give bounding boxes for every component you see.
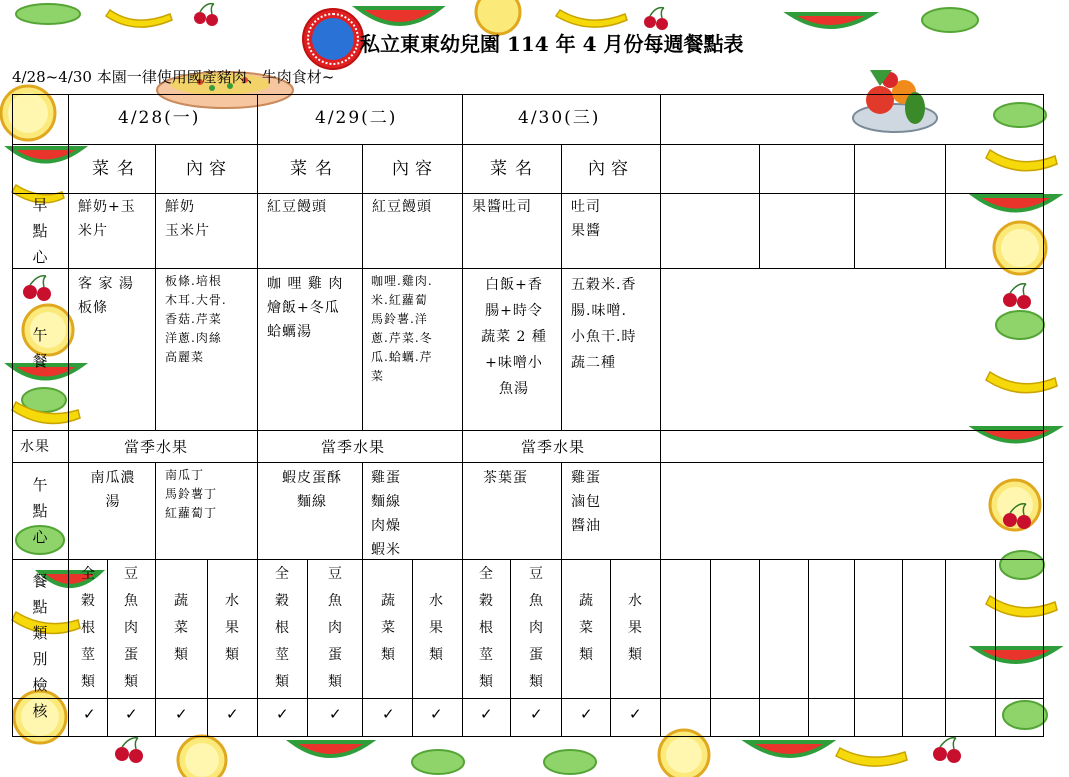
content-header: 內容 [588,159,634,179]
category-fruit-tue: 水 果 類 [429,593,443,663]
category-grains-mon: 全 穀 根 莖 類 [81,566,95,690]
lunch-dish-mon: 客 家 湯 板條 [78,276,134,316]
fruit-mon: 當季水果 [124,438,189,456]
breakfast-dish-tue: 紅豆饅頭 [267,199,327,215]
breakfast-dish-wed: 果醬吐司 [472,199,532,215]
lunch-content-wed: 五穀米.香 腸.味噌. 小魚干.時 蔬二種 [571,277,637,371]
dish-header: 菜名 [92,159,142,179]
breakfast-content-mon: 鮮奶 玉米片 [165,199,210,239]
check-mark: ✓ [580,705,593,723]
category-fruit-mon: 水 果 類 [225,593,239,663]
breakfast-content-tue: 紅豆饅頭 [372,199,432,215]
check-mark: ✓ [83,705,96,723]
day-header-wed: 4/30(三) [518,108,601,128]
category-vegetable-mon: 蔬 菜 類 [174,593,188,663]
row-label-fruit: 水果 [20,439,50,455]
check-mark: ✓ [382,705,395,723]
row-label-check: 餐 點 類 別 檢 核 [32,572,48,720]
meat-origin-notice: 4/28~4/30 本園一律使用國產豬肉、牛肉食材~ [12,68,335,86]
lunch-dish-tue: 咖 哩 雞 肉 燴飯+冬瓜 蛤蠣湯 [267,276,344,340]
dish-header: 菜名 [490,159,540,179]
school-logo [302,8,364,70]
row-label-breakfast: 早 點 心 [32,196,48,266]
row-label-lunch: 午 餐 [32,326,48,370]
afternoon-content-tue: 雞蛋 麵線 肉燥 蝦米 [371,470,401,558]
check-mark: ✓ [175,705,188,723]
category-protein-tue: 豆 魚 肉 蛋 類 [328,566,342,690]
fruit-tue: 當季水果 [321,438,386,456]
content-header: 內容 [392,159,438,179]
breakfast-content-wed: 吐司 果醬 [571,199,601,239]
fruit-wed: 當季水果 [521,438,586,456]
lunch-content-tue: 咖哩.雞肉. 米.紅蘿蔔 馬鈴薯.洋 蔥.芹菜.冬 瓜.蛤蠣.芹 菜 [371,274,433,383]
check-mark: ✓ [480,705,493,723]
check-mark: ✓ [430,705,443,723]
lunch-dish-wed: 白飯+香 腸+時令 蔬菜 2 種 +味噌小 魚湯 [481,277,547,397]
row-label-afternoon: 午 點 心 [32,476,48,546]
afternoon-dish-wed: 茶葉蛋 [483,470,528,486]
category-grains-wed: 全 穀 根 莖 類 [479,566,493,690]
day-header-tue: 4/29(二) [315,108,398,128]
category-protein-wed: 豆 魚 肉 蛋 類 [529,566,543,690]
check-mark: ✓ [629,705,642,723]
category-vegetable-wed: 蔬 菜 類 [579,593,593,663]
check-mark: ✓ [530,705,543,723]
category-vegetable-tue: 蔬 菜 類 [381,593,395,663]
afternoon-content-mon: 南瓜丁 馬鈴薯丁 紅蘿蔔丁 [165,468,218,520]
page-title: 私立東東幼兒園 114 年 4 月份每週餐點表 [360,32,744,56]
content-header: 內容 [186,159,232,179]
check-mark: ✓ [125,705,138,723]
day-header-mon: 4/28(一) [118,108,201,128]
category-grains-tue: 全 穀 根 莖 類 [275,566,289,690]
afternoon-dish-mon: 南瓜濃 湯 [90,470,136,510]
afternoon-content-wed: 雞蛋 滷包 醬油 [571,470,601,534]
breakfast-dish-mon: 鮮奶+玉米片 [78,199,136,239]
category-fruit-wed: 水 果 類 [628,593,642,663]
afternoon-dish-tue: 蝦皮蛋酥 麵線 [282,470,342,510]
check-mark: ✓ [226,705,239,723]
check-mark: ✓ [329,705,342,723]
dish-header: 菜名 [290,159,340,179]
category-protein-mon: 豆 魚 肉 蛋 類 [124,566,138,690]
lunch-content-mon: 板條.培根 木耳.大骨. 香菇.芹菜 洋蔥.肉絲 高麗菜 [165,274,227,364]
check-mark: ✓ [276,705,289,723]
